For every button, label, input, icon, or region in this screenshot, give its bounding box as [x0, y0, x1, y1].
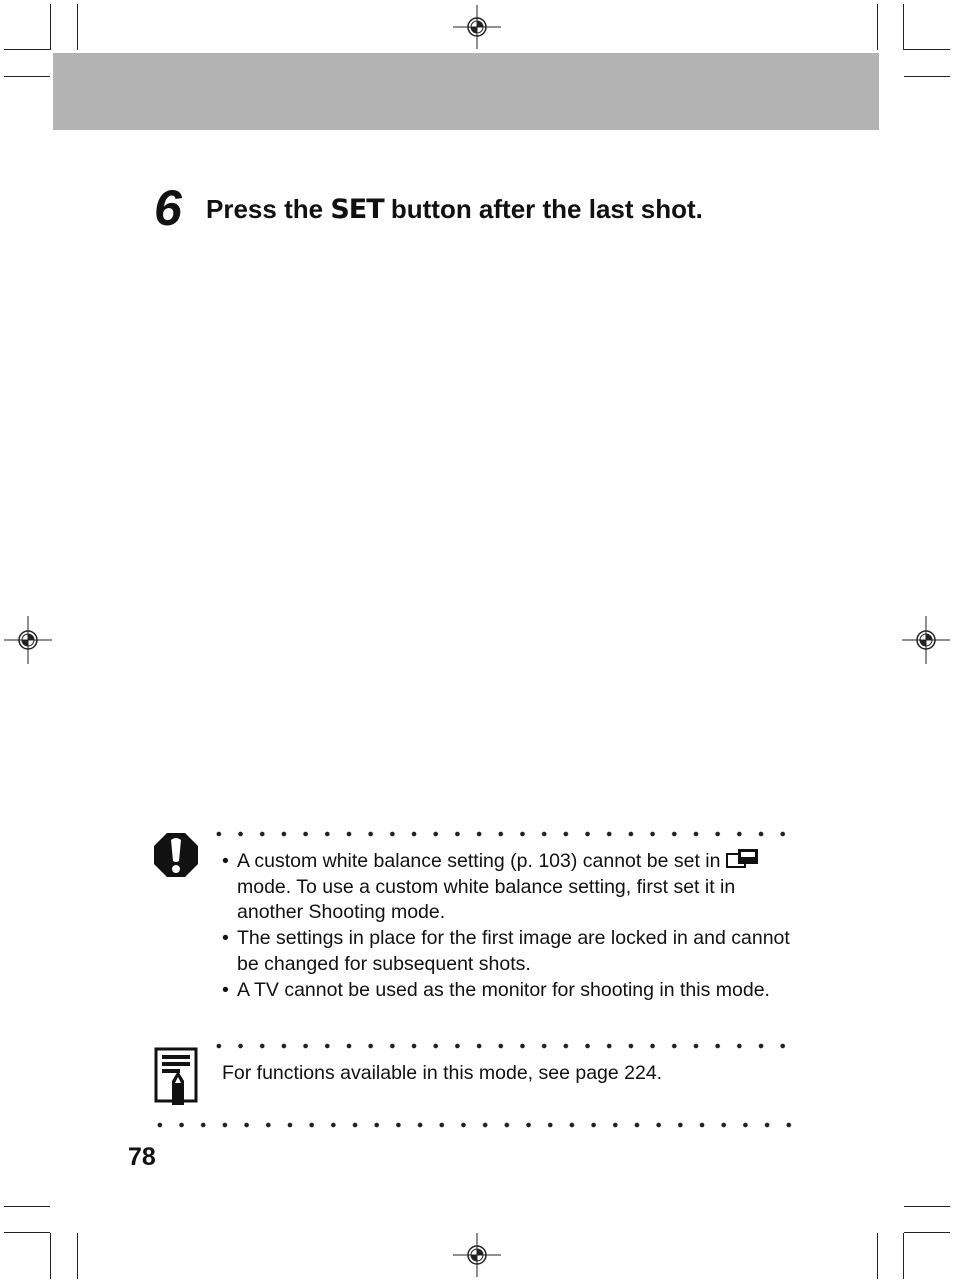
- crop-mark: [4, 49, 50, 50]
- crop-mark: [904, 76, 950, 77]
- crop-mark: [877, 4, 878, 50]
- crop-mark: [50, 1233, 51, 1279]
- crop-mark: [877, 1233, 878, 1279]
- header-band: [53, 53, 879, 130]
- crop-mark: [77, 4, 78, 50]
- dotted-divider: [208, 831, 794, 837]
- crop-mark: [4, 1232, 50, 1233]
- crop-mark: [4, 76, 50, 77]
- crop-mark: [903, 1233, 904, 1279]
- note-text: For functions available in this mode, see page 224.: [222, 1062, 663, 1084]
- step-text-before: Press the: [206, 193, 324, 224]
- stitch-assist-mode-icon: [726, 849, 758, 869]
- crop-mark: [4, 1206, 50, 1207]
- caution-item: • A TV cannot be used as the monitor for shooting in this mode.: [222, 978, 792, 1004]
- caution-item: • The settings in place for the first image are locked in and cannot be changed for subsequent shots.: [222, 926, 792, 977]
- crop-mark: [50, 4, 51, 50]
- registration-mark-icon: [902, 616, 950, 664]
- registration-mark-icon: [453, 5, 501, 49]
- page-number: 78: [128, 1143, 156, 1171]
- caution-icon: [153, 832, 199, 878]
- caution-list: [222, 849, 792, 1003]
- memo-icon: [154, 1047, 200, 1107]
- set-button-label: SET: [330, 193, 384, 225]
- step-text-after: button after the last shot.: [390, 193, 703, 224]
- registration-mark-icon: [453, 1233, 501, 1277]
- crop-mark: [77, 1233, 78, 1279]
- registration-mark-icon: [4, 616, 52, 664]
- dotted-divider: [149, 1122, 794, 1128]
- step-heading: [154, 180, 703, 236]
- dotted-divider: [208, 1043, 794, 1049]
- step-number: 6: [154, 180, 182, 236]
- crop-mark: [903, 4, 904, 50]
- step-instruction: [206, 194, 703, 225]
- caution-item: • A custom white balance setting (p. 103) cannot be set in mode. To use a custom white balance setting, first set it in another Shooting mode.: [222, 849, 792, 926]
- crop-mark: [904, 49, 950, 50]
- crop-mark: [904, 1232, 950, 1233]
- crop-mark: [904, 1206, 950, 1207]
